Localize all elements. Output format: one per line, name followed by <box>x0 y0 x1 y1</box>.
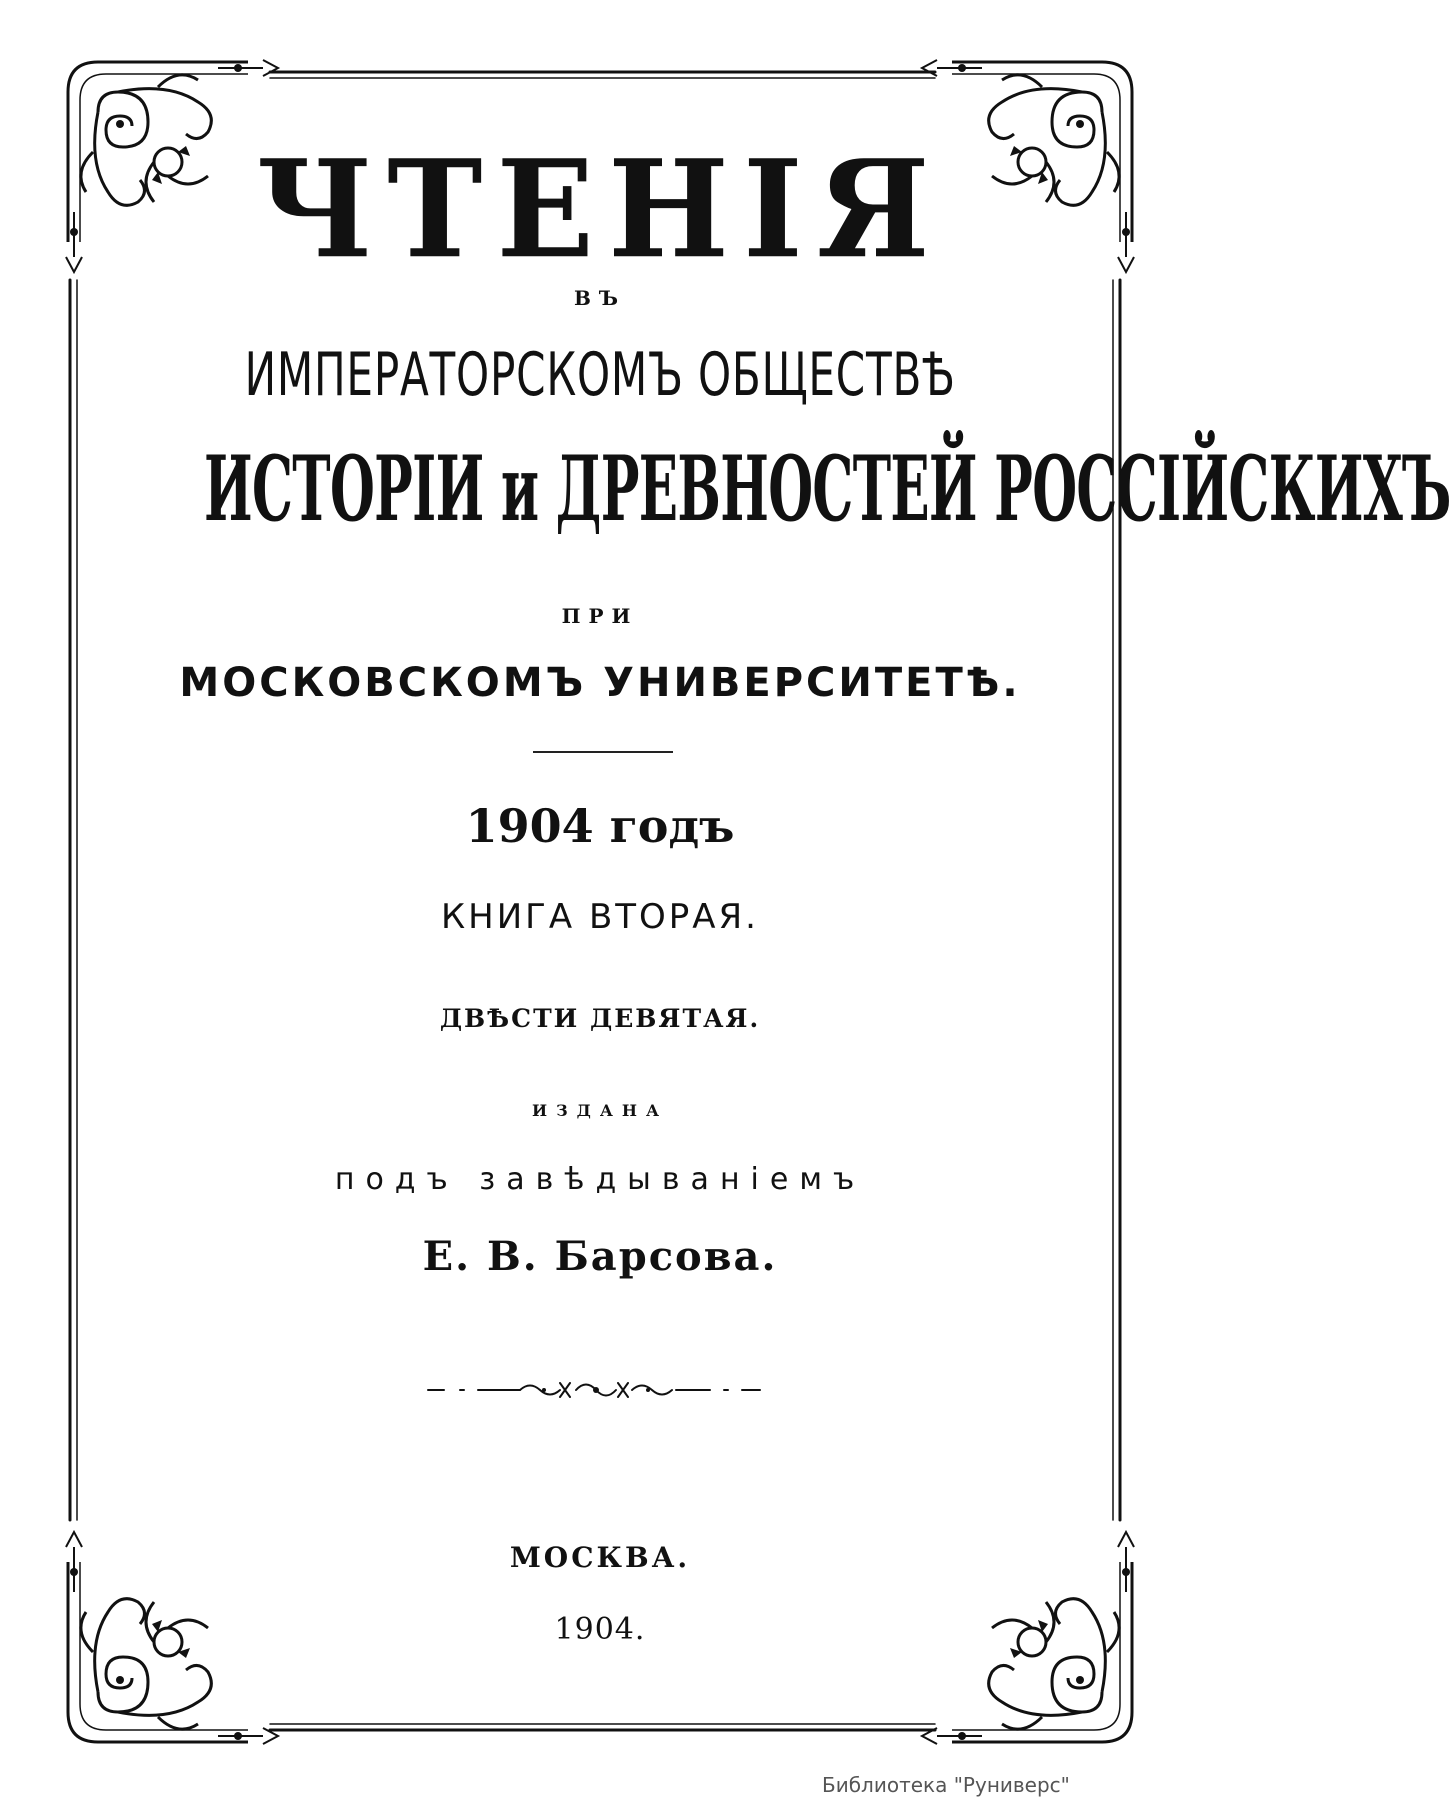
editor-name: Е. В. Барсова. <box>422 1233 778 1280</box>
university-line: МОСКОВСКОМЪ УНИВЕРСИТЕТѢ. <box>179 660 1021 706</box>
book-line: КНИГА ВТОРАЯ. <box>441 897 759 937</box>
flourish-ornament <box>420 1375 780 1405</box>
under-line: подъ завѣдываніемъ <box>334 1162 866 1197</box>
preposition: ВЪ <box>573 286 627 310</box>
divider-rule <box>533 751 673 753</box>
history-line: ИСТОРІИ и ДРЕВНОСТЕЙ РОССІЙСКИХЪ <box>203 437 1451 542</box>
number-line: ДВѢСТИ ДЕВЯТАЯ. <box>439 1004 761 1033</box>
city: МОСКВА. <box>509 1541 691 1574</box>
library-watermark: Библиотека "Руниверс" <box>822 1773 1070 1797</box>
main-title: ЧТЕНІЯ <box>256 131 944 289</box>
society-line: ИМПЕРАТОРСКОМЪ ОБЩЕСТВѢ <box>244 340 956 410</box>
city-year: 1904. <box>554 1612 646 1647</box>
published-word: ИЗДАНА <box>531 1101 669 1120</box>
year-line: 1904 годъ <box>465 799 735 853</box>
pri-word: ПРИ <box>561 604 639 628</box>
